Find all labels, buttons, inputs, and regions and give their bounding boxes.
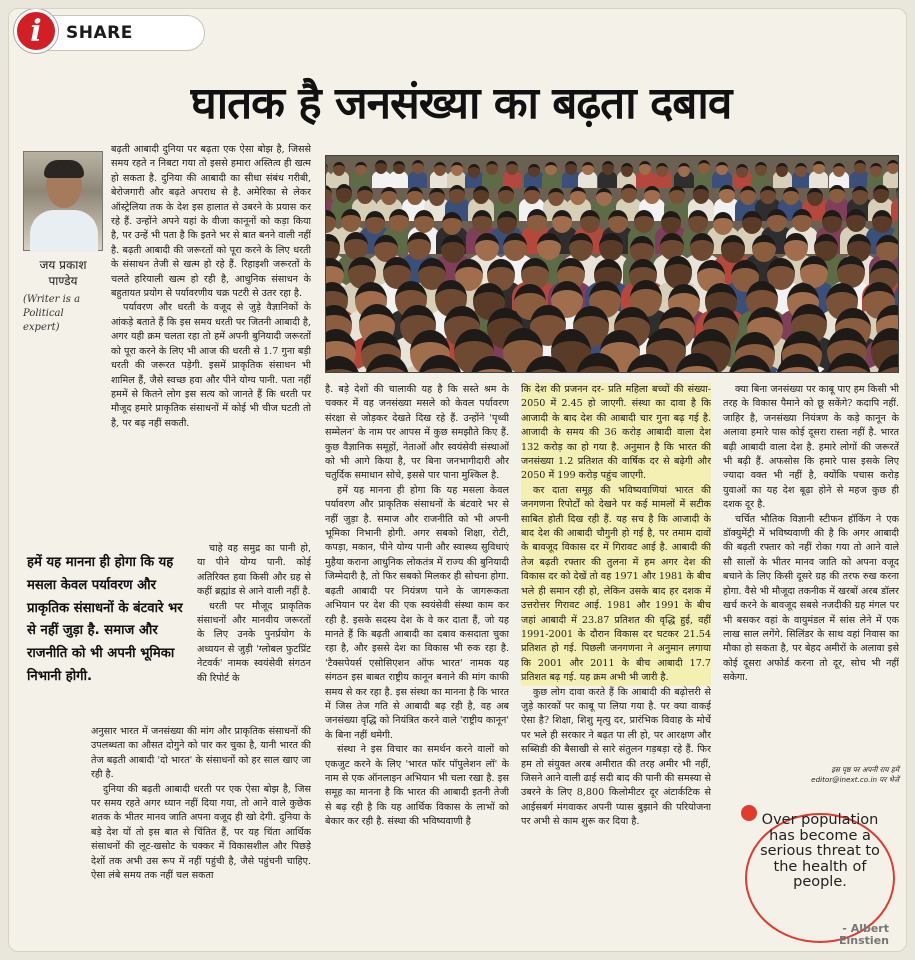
crowd-person-face bbox=[755, 162, 767, 176]
crowd-person-face bbox=[473, 186, 489, 204]
info-logo-icon: i bbox=[14, 9, 58, 53]
col2-paragraph-1: है. बड़े देशों की चालाकी यह है कि सस्ते श्रम के चक्कर में वह जनसंख्या मसले को केवल पर्यावरण संरक्षा से जोड़कर देखते दिख रहे हैं. उन्होंने 'पृथ्वी सम्मेलन' के नाम पर आपस में कुछ समझौते किए हैं. कुछ वैज्ञानिक समूहों, नेताओं और स्वयंसेवी संस्थाओं को भी आगे किया है, पर बिना जनभागीदारी और चतुर्दिक समाधान सोचे, इससे पार पाना मुश्किल है. bbox=[325, 384, 509, 482]
crowd-person-face bbox=[690, 233, 714, 261]
crowd-person-face bbox=[661, 211, 681, 234]
col1-paragraph-6: दुनिया की बढ़ती आबादी धरती पर एक ऐसा बोझ है, जिस पर समय रहते अगर ध्यान नहीं दिया गया, तो आने वाले कुछेक शतक के भीतर मानव जाति अपना वजूद ही खो देगी. दुनिया के बड़े देश यों तो इस बात से चिंतित हैं, पर यह चिंता आर्थिक संसाधनों की लूट-खसोट के चक्कर में विकासशील और पिछड़े देशों तक अभी उस रूप में नहीं पहुंची है, जैसे पहुंचनी चाहिए. ऐसा लंबे समय तक नहीं चल सकता bbox=[91, 783, 311, 882]
crowd-person-face bbox=[449, 185, 465, 203]
crowd-person-face bbox=[596, 188, 612, 206]
col3-paragraph-3: कुछ लोग दावा करते हैं कि आबादी की बढ़ोत्तरी से जुड़े कारकों पर काबू पा लिया गया है. पर क्या वाकई ऐसा है? शिक्षा, शिशु मृत्यु दर, प्रारंभिक विवाह के मोर्चे पर भले ही सरकार ने बढ़त पा ली हो, पर आरक्षण और सब्सिडी की बैसाखी से सारे संतुलन गड़बड़ा रहे हैं. फिर हम तो संयुक्त अरब अमीरात की तरह अमीर भी नहीं, जिसने आने वाली ढाई सदी बाद की पानी की समस्या से उबरने के लिए 8,800 किलोमीटर दूर अंटार्कटिक से आईसबर्ग मंगवाकर अपनी प्यास बुझाने की परियोजना पर अभी से काम शुरू कर दिया है. bbox=[521, 686, 711, 828]
pull-quote: हमें यह मानना ही होगा कि यह मसला केवल पर्यावरण और प्राकृतिक संसाधनों के बंटवारे भर से नहीं जुड़ा है. समाज और राजनीति को भी अपनी भूमिका निभानी होगी. bbox=[27, 555, 183, 684]
crowd-person-face bbox=[497, 211, 517, 234]
crowd-person-face bbox=[740, 186, 756, 204]
crowd-person-face bbox=[767, 209, 787, 232]
author-shirt bbox=[30, 210, 98, 252]
col4-paragraph-2: चर्चित भौतिक विज्ञानी स्टीफन हॉकिंग ने एक डॉक्युमेंट्री में भविष्यवाणी की है कि अगर आबादी की बढ़ती रफ्तार को नहीं रोका गया तो आने वाले सौ सालों के भीतर मानव जाति को अपना वजूद बचाने के लिए किसी दूसरे ग्रह की तरफ रुख करना होगा. वैसे भी मौजूदा तकनीक में खरबों अरब डॉलर खर्च करने के बावजूद सबसे नजदीकी ग्रह मंगल पर भी बसकर वहां के वायुमंडल में सांस लेने में एक लाख साल लगेंगे. सिलिंडर के साथ वहां निवास का मौका हो सकता है, पर बेहद अमीरों के अलावा इसे कोई दूसरा अफोर्ड करना तो दूर, सोच भी नहीं सकेगा. bbox=[723, 513, 899, 684]
column-3 bbox=[521, 383, 711, 949]
crowd-person-face bbox=[442, 212, 462, 235]
crowd-person-face bbox=[434, 162, 446, 176]
crowd-person-face bbox=[475, 233, 499, 261]
crowd-person-face bbox=[721, 235, 745, 263]
col1-paragraph-4: धरती पर मौजूद प्राकृतिक संसाधनों और मानवीय जरूरतों के लिए उनके पुनर्प्रयोग के अध्ययन से जुड़ी 'ग्लोबल फुटप्रिंट नेटवर्क' नामक स्वयंसेवी संगठन की रिपोर्ट के bbox=[197, 600, 311, 684]
crowd-person-face bbox=[873, 185, 889, 203]
author-name bbox=[23, 257, 103, 289]
author-role: (Writer is a Political expert) bbox=[23, 294, 81, 333]
crowd-person-face bbox=[537, 233, 561, 261]
crowd-person-face bbox=[876, 235, 899, 263]
headline: घातक है जनसंख्या का बढ़ता दबाव bbox=[190, 78, 732, 129]
crowd-person-face bbox=[807, 188, 823, 206]
crowd-person-face bbox=[813, 161, 825, 175]
crowd-person-face bbox=[713, 212, 733, 235]
column-1-bottom bbox=[91, 725, 311, 952]
crowd-person-face bbox=[524, 186, 540, 204]
crowd-person-face bbox=[599, 233, 623, 261]
crowd-person-face bbox=[644, 186, 660, 204]
email-note-line1: इस पृष्ठ पर अपनी राय हमें bbox=[831, 765, 899, 774]
crowd-person-face bbox=[784, 233, 808, 261]
crowd-person-face bbox=[441, 235, 465, 263]
crowd-person-face bbox=[656, 163, 668, 177]
share-button[interactable] bbox=[15, 15, 205, 51]
crowd-person-face bbox=[357, 186, 373, 204]
crowd-person-face bbox=[698, 160, 710, 174]
crowd-person-face bbox=[548, 188, 564, 206]
crowd-person-face bbox=[503, 233, 527, 261]
email-note-line2: editor@inext.co.in पर भेजें bbox=[811, 775, 899, 784]
crowd-person-face bbox=[752, 235, 776, 263]
email-note bbox=[733, 765, 899, 785]
crowd-person-face bbox=[565, 161, 577, 175]
quote-attribution-line1: - Albert bbox=[842, 922, 889, 935]
col1-paragraph-1: बढ़ती आबादी दुनिया पर बढ़ता एक ऐसा बोझ है, जिससे समय रहते न निबटा गया तो इससे हमारा अस्तित्व ही खत्म हो सकता है. दुनिया की आबादी का सीधा संबंध गरीबी, बेरोजगारी और बढ़ते अपराध से है. अमेरिका से लेकर ऑस्ट्रेलिया तक के देश इस हालात से उबरने के प्रयास कर रहे हैं. उन्होंने अपने यहां के वीजा कानूनों को कड़ा किया है, पर उन्हें भी पता है कि इतने भर से बात बनने वाली नहीं है. बढ़ती आबादी की जरूरतों को पूरा करने के लिए धरती के संसाधन तेजी से खत्म हो रहे हैं. रिहाइशी जरूरतों के चलते हरियाली खत्म हो रही है, आधुनिक संसाधन के बहुतायत प्रयोग से पर्यावरणीय चक्र पटरी से उतर रहा है. bbox=[111, 144, 311, 300]
crowd-person-face bbox=[669, 186, 685, 204]
crowd-person-face bbox=[621, 163, 633, 177]
crowd-person-face bbox=[582, 162, 594, 176]
crowd-person-face bbox=[854, 160, 866, 174]
col3-paragraph-1: कि देश की प्रजनन दर- प्रति महिला बच्चों की संख्या- 2050 में 2.45 हो जाएगी. संस्था का दावा है कि आजादी के बाद देश की आबादी चार गुना बढ़ गई है. आजादी के समय की 36 करोड़ आबादी वाला देश 132 करोड़ का हो गया है. अनुमान है कि भारत की जनसंख्या 1.2 प्रतिशत की वार्षिक दर से बढ़ेगी और 2050 में 199 करोड़ पहुंच जाएगी. bbox=[521, 384, 711, 482]
crowd-person-face bbox=[783, 187, 799, 205]
article-page bbox=[8, 8, 907, 952]
crowd-person-face bbox=[472, 210, 492, 233]
col3-highlight-block bbox=[521, 383, 711, 686]
crowd-person-face bbox=[887, 160, 899, 174]
column-2 bbox=[325, 383, 509, 949]
crowd-person-face bbox=[344, 232, 368, 260]
crowd-person-face bbox=[736, 164, 748, 178]
crowd-person-face bbox=[336, 184, 352, 202]
col2-paragraph-3: संस्था ने इस विचार का समर्थन करने वालों को एकजुट करने के लिए 'भारत फॉर पॉपुलेशन लॉ' के नाम से एक ऑनलाइन अभियान भी चला रखा है. इस समूह का मानना है कि भारत की आबादी इतनी तेजी से बढ़ रही है कि यह आर्थिक विकास के लाभों को बेकार कर रही है. संस्था की भविष्यवाणी है bbox=[325, 744, 509, 828]
crowd-person-face bbox=[412, 160, 424, 174]
column-1-middle bbox=[197, 542, 311, 720]
crowd-person-face bbox=[852, 186, 868, 204]
crowd-person-face bbox=[451, 162, 463, 176]
crowd-person-face bbox=[486, 161, 498, 175]
col1-paragraph-2: पर्यावरण और धरती के वजूद से जुड़े वैज्ञानिकों के आंकड़े बताते हैं कि इस समय धरती पर जितनी आबादी है, अगर यही क्रम चलता रहा तो हमें अपनी बुनियादी जरूरतों को पूरा करने के लिए भी आज की धरती से 1.7 गुना बड़ी धरती की जरूरत पड़ेगी. इसमें प्राकृतिक संसाधन भी शामिल हैं, जैसे स्वच्छ हवा और पीने योग्य पानी. पता नहीं हममें से कितने लोग इस सत्य को जानते हैं कि धरती पर मौजूद हमारे प्राकृतिक संसाधनों में कोई भी चीज घटती तो है, पर बढ़ नहीं सकती. bbox=[111, 302, 311, 429]
quote-attribution bbox=[799, 923, 889, 947]
crowd-person-face bbox=[846, 209, 866, 232]
quote-text: Over population has become a serious threat to the health of people. bbox=[760, 812, 880, 890]
crowd-photo bbox=[325, 155, 899, 373]
crowd-person-face bbox=[429, 188, 445, 206]
crowd-person-face bbox=[621, 184, 637, 202]
crowd-person-face bbox=[716, 162, 728, 176]
crowd-person-face bbox=[355, 162, 367, 176]
col3-paragraph-2: कर दाता समूह की भविष्यवाणियां भारत की जनगणना रिपोर्टों को देखने पर कई मामलों में सटीक साबित होती दिख रही हैं. यह सच है कि आजादी के बाद देश की आबादी चौगुनी हो गई है, पर तमाम दावों के बावजूद विकास दर में गिरावट आई है. आबादी की तेज बढ़ती रफ्तार की तुलना में हम अगर देश की विकास दर को देखें तो वह 1971 और 1981 के बीच भले ही समान रही हो, लेकिन उसके बाद हर दशक में उत्तरोत्तर गिरावट आई. 1981 और 1991 के बीच जहां आबादी में 23.87 प्रतिशत की वृद्धि हुई, वहीं 1991-2001 के दौरान विकास दर घटकर 21.54 प्रतिशत हो गई. पिछली जनगणना ने अनुमान लगाया कि 2001 और 2011 के बीच आबादी 17.7 प्रतिशत बढ़ गई. यह क्रम अभी भी जारी है. bbox=[521, 484, 711, 684]
column-1-top bbox=[111, 143, 311, 541]
column-4 bbox=[723, 383, 899, 761]
crowd-person-face bbox=[602, 161, 614, 175]
author-photo bbox=[23, 151, 103, 251]
col4-paragraph-1: क्या बिना जनसंख्या पर काबू पाए हम किसी भी तरह के विकास पैमाने को छू सकेंगे? कदापि नहीं. जाहिर है, जनसंख्या नियंत्रण के कड़े कानून के अलावा हमारे पास कोई दूसरा रास्ता नहीं है. भारत बढ़ी आबादी वाला देश है. हमारे लोगों की जरूरतें भी बढ़ी हैं. अफसोस कि हमारे पास इसके लिए ज्यादा वक्त भी नहीं है, क्योंकि पचास करोड़ युवाओं का यह देश बूढ़ा होने से महज कुछ ही दशक दूर है. bbox=[723, 384, 899, 511]
einstein-quote-box bbox=[739, 799, 899, 949]
crowd-person-face bbox=[341, 209, 361, 232]
crowd-person-face bbox=[528, 164, 540, 178]
crowd-person-face bbox=[719, 185, 735, 203]
author-hair bbox=[44, 160, 84, 178]
col2-paragraph-2: हमें यह मानना ही होगा कि यह मसला केवल पर्यावरण और प्राकृतिक संसाधनों के बंटवारे भर से नहीं जुड़ा है. समाज और राजनीति को भी अपनी भूमिका निभानी होगी. अगर सबको शिक्षा, रोटी, कपड़ा, मकान, पीने योग्य पानी और स्वास्थ्य सुविधाएं मुहैया कराना आधुनिक लोकतंत्र में राज्य की बुनियादी जिम्मेदारी है, तो फिर सबको मिलकर ही सोचना होगा. बढ़ती आबादी पर नियंत्रण पाने के जागरूकता अभियान पर देश की एक स्वयंसेवी संस्था काम कर रही है. इसके सदस्य देश के वे कर दाता हैं, जो यह मानते हैं कि बढ़ती आबादी का दबाव कसदाता चुका रहा है, और इससे देश का विकास भी रुक रहा है. 'टैक्सपेयर्स एसोसिएशन ऑफ भारत' नामक यह संगठन इस बाबत राष्ट्रीय कानून बनाने की मांग काफी समय से कर रहा है. इस संस्था का मानना है कि भारत में जिस तेज गति से आबादी बढ़ रही है, वह अब जनसंख्या वृद्धि को नियंत्रित करने वाले 'राष्ट्रीय कानून' के बिना नहीं थमेगी. bbox=[325, 484, 509, 741]
crowd-person-face bbox=[693, 185, 709, 203]
crowd-person-face bbox=[393, 161, 405, 175]
crowd-person-face bbox=[389, 209, 409, 232]
crowd-person-face bbox=[688, 210, 708, 233]
share-label: SHARE bbox=[66, 23, 133, 43]
col1-paragraph-3: चाहे वह समुद्र का पानी हो, या पीने योग्य पानी. कोई अतिरिक्त हवा किसी और ग्रह से कहीं ब्रह्मांड से आने वाली नहीं है. bbox=[197, 543, 311, 598]
col1-paragraph-5: अनुसार भारत में जनसंख्या की मांग और प्राकृतिक संसाधनों की उपलब्धता का औसत दोगुने को पार कर चुका है, यानी भारत की तेज बढ़ती आबादी 'दो भारत' के संसाधनों को हर साल खाए जा रही है. bbox=[91, 726, 311, 781]
crowd-person-face bbox=[569, 233, 593, 261]
crowd-person-face bbox=[407, 232, 431, 260]
author-name-line1: जय प्रकाश bbox=[39, 258, 87, 272]
crowd-person-face bbox=[407, 187, 423, 205]
crowd-person-face bbox=[365, 211, 385, 234]
quote-attribution-line2: Einstien bbox=[839, 934, 889, 947]
author-name-line2: पाण्डेय bbox=[48, 274, 78, 288]
